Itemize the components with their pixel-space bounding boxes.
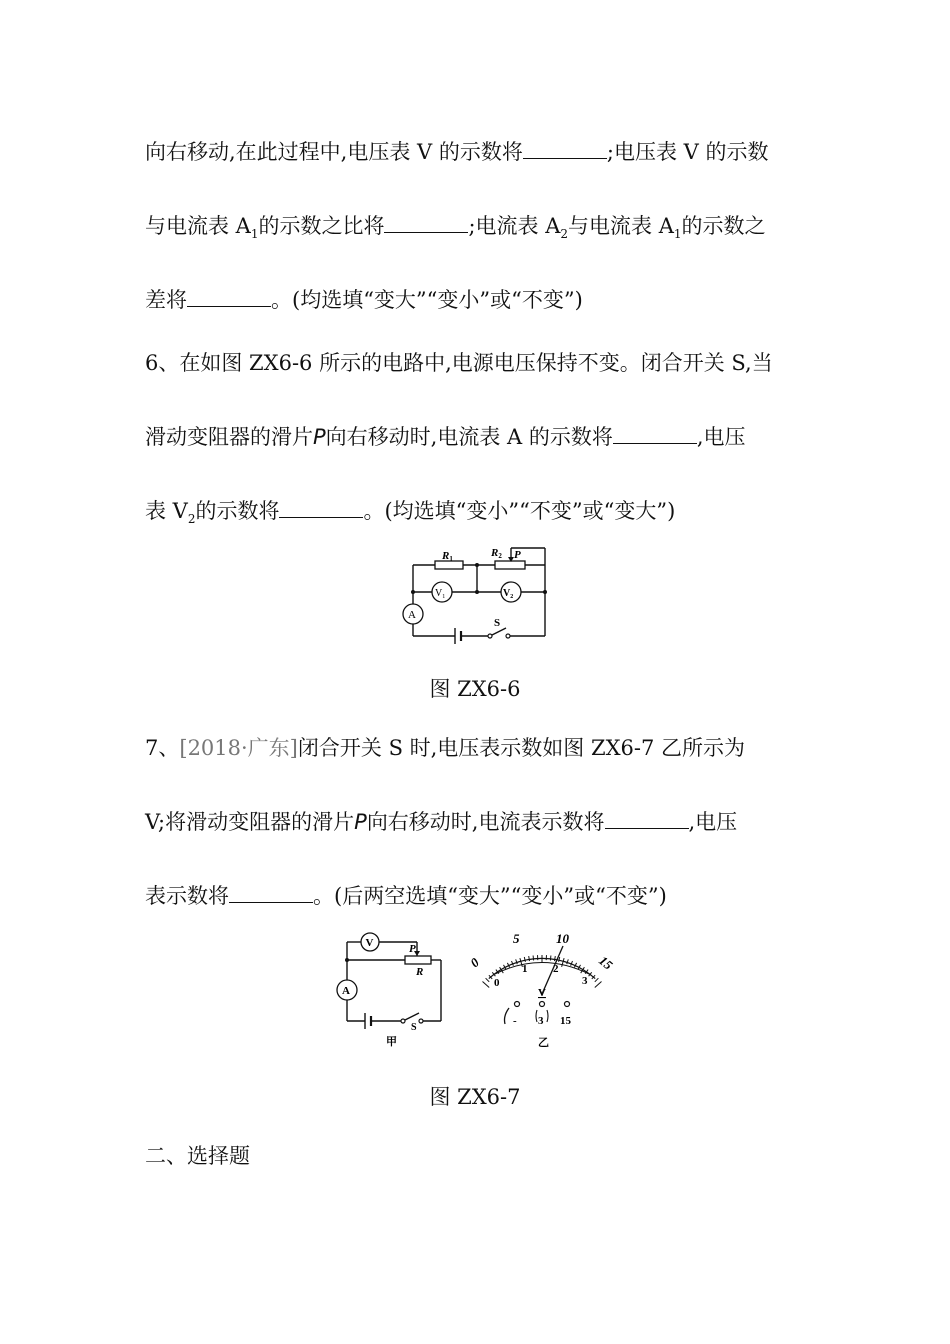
text: ;电流表 A — [468, 214, 561, 238]
svg-text:A: A — [342, 985, 350, 997]
text: 表示数将 — [145, 884, 229, 908]
subscript: 1 — [250, 227, 259, 242]
text: ,电压 — [688, 810, 738, 834]
text: 。(均选填“变大”“变小”或“不变”) — [271, 288, 583, 312]
text: 与电流表 A — [568, 214, 674, 238]
svg-text:R2: R2 — [491, 547, 502, 560]
q6-line-3 — [145, 496, 810, 526]
text: 表 V — [145, 499, 188, 523]
answer-blank[interactable] — [187, 286, 271, 307]
dial-tick — [483, 982, 490, 988]
svg-text:0: 0 — [494, 977, 500, 989]
svg-text:V1: $V_1$ — [435, 588, 446, 600]
svg-text:-: - — [513, 1015, 517, 1027]
svg-text:A: A — [408, 609, 416, 621]
dial-tick — [555, 956, 556, 961]
text: 滑动变阻器的滑片 — [145, 425, 313, 449]
rheostat-r2 — [495, 561, 525, 569]
subscript: 2 — [187, 512, 196, 527]
answer-blank[interactable] — [523, 138, 607, 159]
text: 向右移动,在此过程中,电压表 V 的示数将 — [145, 140, 523, 164]
q7-line-3 — [145, 881, 810, 911]
svg-text:甲: 甲 — [386, 1036, 397, 1048]
svg-text:R1: R1 — [442, 550, 453, 563]
q7-line-2 — [145, 807, 810, 837]
figure-caption: 图 ZX6-6 — [429, 677, 521, 701]
svg-text:S: S — [494, 617, 501, 629]
answer-blank[interactable] — [613, 423, 697, 444]
terminal-15 — [565, 1002, 570, 1007]
svg-text:3: 3 — [538, 1015, 544, 1027]
svg-text:P: P — [514, 549, 521, 561]
terminal-3 — [540, 1002, 545, 1007]
slider-symbol: P — [313, 425, 326, 449]
source-tag: [2018·广东] — [179, 736, 298, 760]
dial-tick — [533, 956, 534, 961]
text: 向右移动时,电流表示数将 — [366, 810, 605, 834]
svg-text:R: R — [416, 966, 424, 978]
q7-line-1 — [145, 733, 810, 763]
figure-caption: 图 ZX6-7 — [429, 1085, 521, 1109]
svg-text:V2: $V_2$ — [503, 588, 514, 600]
answer-blank[interactable] — [229, 882, 313, 903]
text: 的示数之比将 — [258, 214, 385, 238]
dial-tick — [595, 982, 602, 988]
slider-symbol: P — [354, 810, 367, 834]
dial-tick — [486, 978, 490, 982]
svg-text:5: 5 — [513, 931, 520, 946]
dial-tick — [559, 957, 560, 962]
dial-tick — [562, 958, 565, 967]
text: 。(均选填“变小”“不变”或“变大”) — [363, 499, 676, 523]
q5-line-3 — [145, 285, 810, 315]
text: 。(后两空选填“变大”“变小”或“不变”) — [313, 884, 667, 908]
dial-tick — [524, 957, 525, 962]
q6-line-2 — [145, 422, 810, 452]
text: 的示数将 — [195, 499, 280, 523]
svg-text:10: 10 — [556, 931, 569, 946]
answer-blank[interactable] — [384, 212, 468, 233]
circuit-diagram-zx6-7-jia — [325, 928, 445, 1050]
circuit-diagram-zx6-6 — [395, 540, 555, 645]
svg-text:0: 0 — [467, 954, 482, 971]
text: 闭合开关 S 时,电压表示数如图 ZX6-7 乙所示为 — [297, 736, 746, 760]
text: 差将 — [145, 288, 187, 312]
svg-text:1: 1 — [522, 963, 528, 975]
dial-tick — [529, 956, 530, 961]
svg-text:15: 15 — [560, 1015, 571, 1027]
section-heading: 二、选择题 — [145, 1144, 250, 1168]
answer-blank[interactable] — [605, 808, 689, 829]
dial-tick — [550, 956, 551, 961]
svg-text:P: P — [409, 943, 416, 955]
text: ,电压 — [696, 425, 746, 449]
text: ;电压表 V 的示数 — [606, 140, 769, 164]
text: 向右移动时,电流表 A 的示数将 — [325, 425, 613, 449]
terminal-negative — [515, 1002, 520, 1007]
q6-line-1 — [145, 348, 810, 378]
dial-tick — [595, 978, 599, 982]
svg-text:V: V — [365, 937, 374, 949]
voltmeter-dial-zx6-7-yi — [465, 926, 625, 1050]
text: 的示数之 — [681, 214, 766, 238]
q5-line-1 — [145, 137, 810, 167]
text: 6、在如图 ZX6-6 所示的电路中,电源电压保持不变。闭合开关 S,当 — [145, 351, 773, 375]
answer-blank[interactable] — [279, 497, 363, 518]
subscript: 1 — [673, 227, 682, 242]
svg-text:V: V — [538, 987, 546, 999]
svg-text:乙: 乙 — [538, 1037, 549, 1049]
text: 7、 — [145, 736, 180, 760]
q5-line-2 — [145, 211, 810, 241]
rheostat-r — [405, 956, 431, 964]
svg-text:15: 15 — [596, 952, 616, 973]
text: 与电流表 A — [145, 214, 251, 238]
text: V;将滑动变阻器的滑片 — [145, 810, 355, 834]
svg-text:S: S — [411, 1022, 417, 1033]
subscript: 2 — [560, 227, 569, 242]
svg-text:2: 2 — [553, 963, 559, 975]
svg-text:3: 3 — [582, 975, 588, 987]
